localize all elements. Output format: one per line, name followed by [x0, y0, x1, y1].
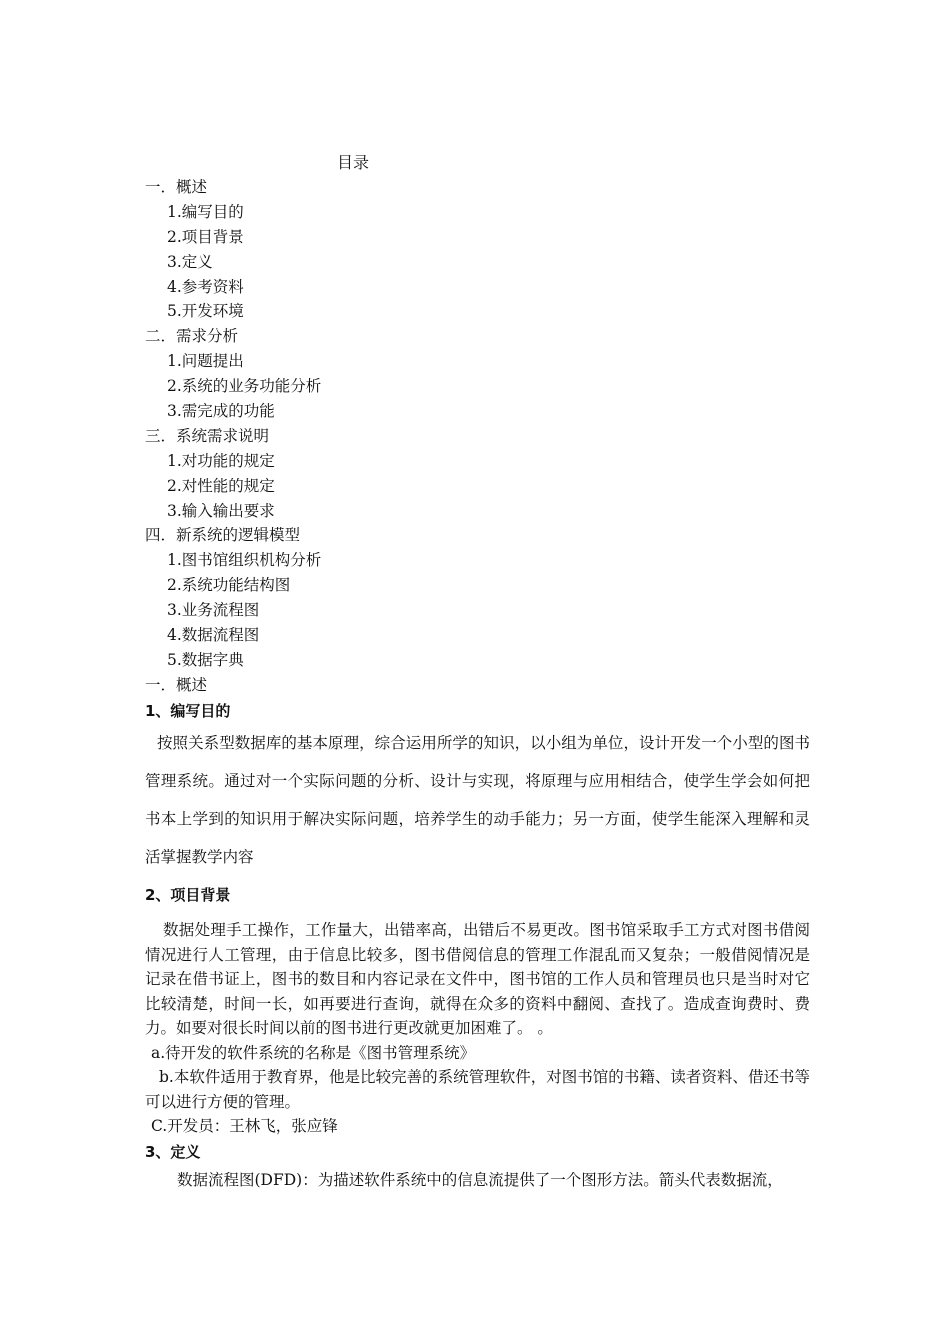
toc-item: 三．系统需求说明 — [145, 426, 270, 445]
toc-item: 3.输入输出要求 — [167, 501, 275, 520]
list-item-c: C.开发员：王林飞，张应锋 — [151, 1117, 338, 1135]
toc-item: 2.系统的业务功能分析 — [167, 377, 322, 396]
heading-background: 2、项目背景 — [145, 886, 231, 904]
list-item-b: b.本软件适用于教育界，他是比较完善的系统管理软件，对图书馆的书籍、读者资料、借还书等可以进行方便的管理。 — [145, 1068, 810, 1111]
toc-item: 3.定义 — [167, 252, 213, 271]
toc-item: 4.参考资料 — [167, 277, 244, 296]
toc-item: 2.系统功能结构图 — [167, 576, 291, 595]
toc-item: 5.数据字典 — [167, 650, 244, 669]
list-item-a: a.待开发的软件系统的名称是《图书管理系统》 — [151, 1043, 476, 1062]
document-body — [145, 673, 810, 1195]
heading-purpose: 1、编写目的 — [145, 702, 231, 720]
section-title: 一．概述 — [145, 676, 208, 694]
toc-item: 一．概述 — [145, 178, 208, 196]
toc-item: 二．需求分析 — [145, 327, 239, 346]
toc-item: 2.对性能的规定 — [167, 476, 275, 495]
toc-item: 1.图书馆组织机构分析 — [167, 551, 322, 570]
toc-item: 1.问题提出 — [167, 352, 244, 371]
toc-item: 5.开发环境 — [167, 302, 244, 321]
toc-title: 目录 — [337, 153, 370, 172]
table-of-contents — [145, 175, 321, 673]
heading-definition: 3、定义 — [145, 1142, 201, 1161]
toc-item: 4.数据流程图 — [167, 626, 260, 645]
toc-item: 1.编写目的 — [167, 202, 244, 221]
paragraph-background: 数据处理手工操作，工作量大，出错率高，出错后不易更改。图书馆采取手工方式对图书借阅情况进行人工管理，由于信息比较多，图书借阅信息的管理工作混乱而又复杂；一般借阅情况是记录在借书证上，图书的数目和内容记录在文件中，图书馆的工作人员和管理员也只是当时对它比较清楚，时间一长，如再要进行查询，就得在众多的资料中翻阅、查找了。造成查询费时、费力。如要对很长时间以前的图书进行更改就更加困难了。 。 — [145, 921, 810, 1037]
toc-item: 四．新系统的逻辑模型 — [145, 526, 301, 545]
toc-item: 2.项目背景 — [167, 227, 244, 246]
paragraph-definition: 数据流程图(DFD)：为描述软件系统中的信息流提供了一个图形方法。箭头代表数据流， — [177, 1170, 783, 1189]
toc-item: 3.业务流程图 — [167, 601, 260, 620]
toc-item: 3.需完成的功能 — [167, 402, 275, 421]
paragraph-purpose: 按照关系型数据库的基本原理，综合运用所学的知识，以小组为单位，设计开发一个小型的图书管理系统。通过对一个实际问题的分析、设计与实现，将原理与应用相结合，使学生学会如何把书本上学到的知识用于解决实际问题，培养学生的动手能力；另一方面，使学生能深入理解和灵活掌握教学内容 — [145, 734, 810, 866]
toc-item: 1.对功能的规定 — [167, 451, 275, 470]
